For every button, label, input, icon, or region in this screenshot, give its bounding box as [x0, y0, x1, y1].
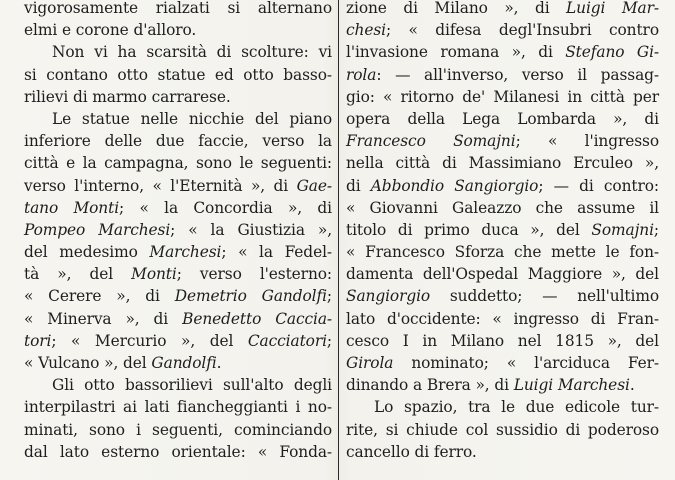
text-line: zione di Milano », di Luigi Mar- — [346, 0, 659, 17]
text-line: vigorosamente rialzati si alternano — [24, 0, 332, 17]
text-line: inferiore delle due faccie, verso la — [24, 132, 332, 151]
text-line: dinando a Brera », di Luigi Marchesi. — [346, 376, 635, 395]
text-line: l'invasione romana », di Stefano Gi- — [346, 43, 659, 62]
text-line: Sangiorgio suddetto; — nell'ultimo — [346, 287, 659, 306]
text-line: elmi e corone d'alloro. — [24, 21, 197, 40]
text-line: di Abbondio Sangiorgio; — di contro: — [346, 176, 660, 195]
text-line: « Vulcano », del Gandolfi. — [24, 354, 222, 372]
text-line: « Francesco Sforza che mette le fon- — [346, 243, 659, 262]
text-line: « Giovanni Galeazzo che assume il — [346, 198, 659, 217]
text-line: Gli otto bassorilievi sull'alto degli — [52, 376, 332, 395]
text-line: cancello di ferro. — [346, 442, 477, 461]
text-line: tà », del Monti; verso l'esterno: — [24, 265, 333, 284]
text-line: cesco I in Milano nel 1815 », del — [346, 331, 659, 350]
text-line: minati, sono i seguenti, cominciando — [24, 420, 332, 439]
text-line: nella città di Massimiano Erculeo », — [346, 154, 659, 173]
text-line: titolo di primo duca », del Somajni; — [346, 220, 659, 239]
text-line: Non vi ha scarsità di scolture: vi — [52, 43, 332, 62]
text-line: del medesimo Marchesi; « la Fedel- — [24, 243, 332, 262]
text-line: tano Monti; « la Concordia », di — [24, 198, 332, 217]
text-line: tori; « Mercurio », del Cacciatori; — [24, 331, 332, 350]
text-line: « Minerva », di Benedetto Caccia- — [24, 309, 333, 328]
text-line: « Cerere », di Demetrio Gandolfi; — [24, 287, 332, 306]
text-line: rola: — all'inverso, verso il passag- — [346, 65, 659, 84]
text-line: città e la campagna, sono le seguenti: — [24, 154, 332, 173]
text-line: gio: « ritorno de' Milanesi in città per — [346, 87, 659, 106]
text-line: Le statue nelle nicchie del piano — [52, 109, 332, 128]
left-text-column — [24, 0, 332, 463]
text-line: Lo spazio, tra le due edicole tur- — [374, 398, 659, 417]
text-line: damenta dell'Ospedal Maggiore », del — [346, 265, 659, 284]
text-line: opera della Lega Lombarda », di — [346, 109, 659, 128]
text-line: rite, si chiude col sussidio di poderoso — [346, 420, 659, 439]
right-text-column — [346, 0, 659, 463]
text-line: rilievi di marmo carrarese. — [24, 87, 231, 106]
text-line: lato d'occidente: « ingresso di Fran- — [346, 309, 659, 328]
text-line: si contano otto statue ed otto basso- — [24, 65, 332, 84]
text-line: interpilastri ai lati fiancheggianti i no- — [24, 398, 332, 417]
text-line: verso l'interno, « l'Eternità », di Gae- — [24, 176, 332, 195]
text-line: Pompeo Marchesi; « la Giustizia », — [24, 220, 332, 239]
text-line: Girola nominato; « l'arciduca Fer- — [346, 354, 659, 372]
text-line: dal lato esterno orientale: « Fonda- — [24, 442, 332, 461]
column-divider — [338, 0, 339, 480]
text-line: Francesco Somajni; « l'ingresso — [346, 132, 659, 151]
text-line: chesi; « difesa degl'Insubri contro — [346, 21, 659, 40]
